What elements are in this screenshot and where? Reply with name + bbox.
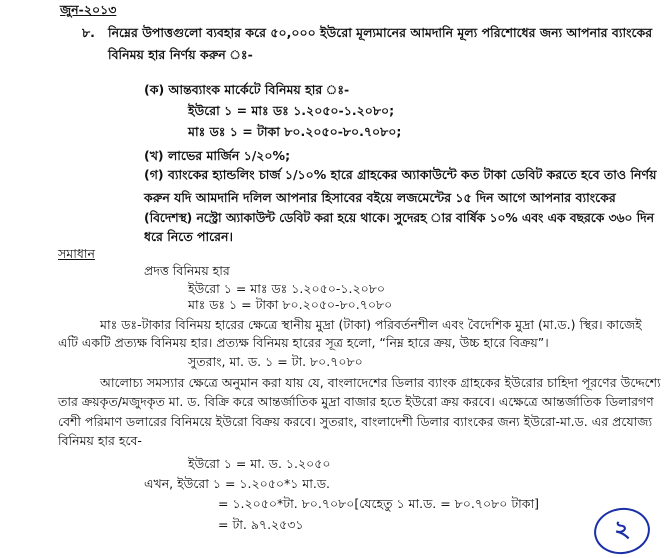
- part-b: (খ) লাভের মার্জিন ১/২০%;: [144, 148, 291, 163]
- para1-line-2: এটি একটি প্রত্যক্ষ বিনিময় হার। প্রত্যক্ষ বিনিময় হারের সূত্র হলো, “নিম্ন হারে ক্রয়, উচ্চ হারে বিক্রয়”।: [58, 335, 549, 350]
- question-number: ৮.: [82, 25, 95, 40]
- header-date: জুন-২০১৩: [60, 2, 117, 17]
- part-c-line-2: করুন যদি আমদানি দলিল আপনার হিসাবের বইয়ে লজমেন্টের ১৫ দিন আগে আপনার ব্যাংকের: [144, 190, 616, 205]
- question-line-1: নিম্নের উপাত্তগুলো ব্যবহার করে ৫০,০০০ ইউরো মূল্যমানের আমদানি মূল্য পরিশোধের জন্য আপনার ব্যাংকের: [108, 25, 653, 40]
- equation-1: ইউরো ১ = মা. ড. ১.২০৫০: [188, 456, 331, 471]
- given-rate-1: ইউরো ১ = মাঃ ডঃ ১.২০৫০-১.২০৮০: [188, 281, 385, 296]
- para2-line-2: তার ক্রয়কৃত/মজুদকৃত মা. ড. বিক্রি করে আন্তর্জাতিক মুদ্রা বাজার হতে ইউরো ক্রয় করবে। এক্ষেত্রে আন্তর্জাতিক ডিলারগণ: [58, 394, 654, 409]
- given-rate-2: মাঃ ডঃ ১ = টাকা ৮০.২০৫০-৮০.৭০৮০: [188, 297, 393, 312]
- para2-line-4: বিনিময় হার হবে-: [58, 433, 142, 448]
- part-a-rate-2: মাঃ ডঃ ১ = টাকা ৮০.২০৫০-৮০.৭০৮০;: [188, 124, 402, 139]
- given-title: প্রদত্ত বিনিময় হার: [144, 263, 230, 278]
- equation-3: = ১.২০৫০*টা. ৮০.৭০৮০[যেহেতু ১ মা.ড. = ৮০.৭০৮০ টাকা]: [218, 496, 540, 511]
- part-a-title: (ক) আন্তব্যাংক মার্কেটে বিনিময় হার ঃ-: [144, 82, 350, 97]
- part-a-rate-1: ইউরো ১ = মাঃ ডঃ ১.২০৫০-১.২০৮০;: [188, 103, 395, 118]
- result-1: সুতরাং, মা. ড. ১ = টা. ৮০.৭০৮০: [188, 354, 363, 369]
- para1-line-1: মাঃ ডঃ-টাকার বিনিময় হারের ক্ষেত্রে স্থানীয় মুদ্রা (টাকা) পরিবর্তনশীল এবং বৈদেশিক মুদ্রা (মা.ড.) স্থির। কাজেই: [100, 317, 642, 332]
- equation-2: এখন, ইউরো ১ = ১.২০৫০*১ মা.ড.: [144, 476, 331, 491]
- equation-4: = টা. ৯৭.২৫৩১: [218, 517, 304, 532]
- para2-line-3: বেশী পরিমাণ ডলারের বিনিময়ে ইউরো বিক্রয় করবে। সুতরাং, বাংলাদেশী ডিলার ব্যাংকের জন্য ইউরো-মা.ড. এর প্রযোজ্য: [58, 414, 653, 429]
- page-number-circled: ২: [591, 504, 653, 557]
- part-c-line-4: ধরে নিতে পারেন।: [144, 229, 233, 244]
- para2-line-1: আলোচ্য সমস্যার ক্ষেত্রে অনুমান করা যায় যে, বাংলাদেশের ডিলার ব্যাংক গ্রাহকের ইউরোর চাহিদা পূরণের উদ্দেশ্যে: [100, 375, 661, 390]
- part-c-line-3: (বিদেশস্থ) নস্ট্রো অ্যাকাউন্ট ডেবিট করা হয়ে থাকে। সুদেরহ ার বার্ষিক ১০% এবং এক বছরকে ৩৬০ দিন: [144, 211, 654, 225]
- solution-heading: সমাধান: [58, 246, 95, 261]
- question-line-2: বিনিময় হার নির্ণয় করুন ঃ-: [108, 47, 253, 62]
- part-c-line-1: (গ) ব্যাংকের হ্যান্ডলিং চার্জ ১/১০% হারে গ্রাহকের অ্যাকাউন্টে কত টাকা ডেবিট করতে হবে তাও নির্ণয়: [144, 167, 657, 182]
